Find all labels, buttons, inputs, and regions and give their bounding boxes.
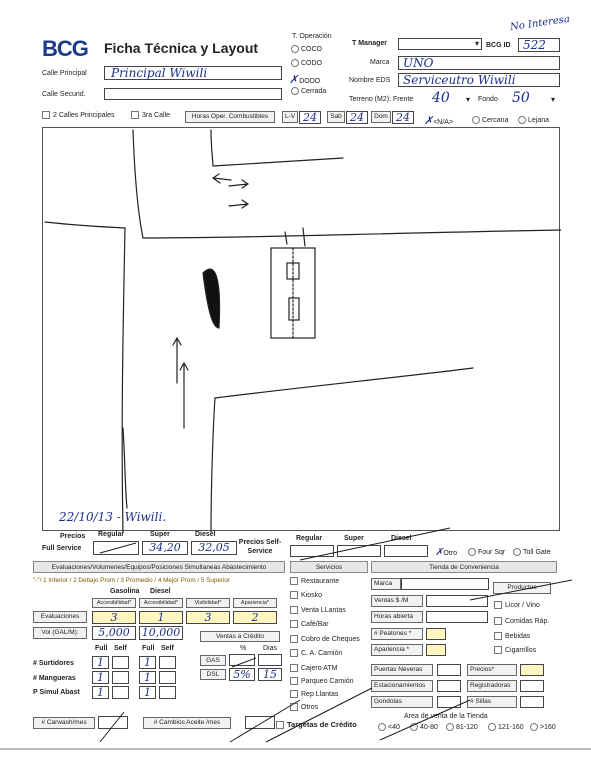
bcg-id-label: BCG ID [486,42,511,49]
tercera-calle-checkbox[interactable]: 3ra Calle [131,111,170,119]
surtidores-full-gas[interactable]: 1 [92,656,109,669]
self-col-super-label: Super [344,535,364,542]
chevron-down-icon: ▾ [474,39,479,48]
chevron-down-icon[interactable]: ▾ [466,95,471,104]
radio-icon [472,116,480,124]
self-col-regular-label: Regular [296,535,323,542]
radio-icon [488,723,496,731]
servicio-cobro-cheques[interactable]: Cobro de Cheques [290,635,360,643]
col-regular-label: Regular [98,531,125,538]
vol-diesel-field[interactable]: 10,000 [139,626,183,640]
checkbox-icon [290,649,298,657]
producto-bebidas[interactable]: Bebidas [494,632,530,640]
operation-codo[interactable]: CODO [291,59,322,67]
tienda-ventas-field[interactable] [426,595,488,607]
tienda-apariencia-label: Apariencia * [371,644,423,656]
servicio-venta-llantas[interactable]: Venta LLantas [290,606,346,614]
producto-cigarrillos[interactable]: Cigarrillos [494,646,536,654]
surtidores-full-dsl[interactable]: 1 [139,656,156,669]
mangueras-self-gas[interactable] [112,671,129,684]
mangueras-self-dsl[interactable] [159,671,176,684]
bcg-id-field[interactable]: 522 [518,38,560,52]
tienda-peatones-field[interactable] [426,628,446,640]
tienda-estacionamientos-label: Estacionamientos [371,680,433,692]
sab-field[interactable]: 24 [346,111,368,124]
eval-field-1[interactable]: 3 [92,611,136,624]
radio-icon [446,723,454,731]
radio-icon [513,548,521,556]
tienda-ventas-label: Ventas $ /M [371,595,423,607]
calle-principal-label: Calle Principal [42,70,87,77]
full-service-label: Full Service [42,545,82,552]
checkbox-icon [131,111,139,119]
chevron-down-icon[interactable]: ▾ [551,95,556,104]
four-sqr-radio[interactable]: Four Sqr [468,548,505,556]
bottom-rule [0,748,591,750]
full-super-field[interactable]: 34,20 [142,541,188,555]
dsl-pct-field[interactable]: 5% [229,668,255,681]
checkbox-icon [290,591,298,599]
self-diesel-field[interactable] [384,545,428,557]
tienda-puertas-label: Puertas Neveras [371,664,433,676]
page-title: Ficha Técnica y Layout [104,40,259,56]
dias-label: Dias [263,645,278,652]
tienda-gondolas-label: Gondolas [371,696,433,708]
checkbox-icon [494,617,502,625]
na-radio[interactable]: ✗<N/A> [424,114,454,127]
tienda-registradoras-label: Registradoras [467,680,517,692]
radio-icon [518,116,526,124]
full-regular-field[interactable] [93,541,139,555]
calle-secund-field[interactable] [104,88,282,100]
checkbox-icon [290,664,298,672]
col-super-label: Super [150,531,170,538]
terreno-label: Terreno (M2): Frente [349,96,414,103]
checkbox-icon [290,620,298,628]
productos-button[interactable]: Productos [493,582,551,594]
sab-label: Sab [327,111,345,123]
gas-pct-field[interactable] [229,654,255,666]
tienda-sillas-field[interactable] [520,696,544,708]
tienda-horas-label: Horas abierta [371,611,423,623]
gas-label: GAS [200,655,226,666]
t-manager-select[interactable] [398,38,482,50]
tienda-precios-label: Precios* [467,664,517,676]
gasolina-label: Gasolina [110,588,140,595]
self-col-diesel-label: Diesel [391,535,412,542]
operation-dodo[interactable]: ✗DODO [289,73,321,86]
mangueras-full-gas[interactable]: 1 [92,671,109,684]
self-label-gas: Self [114,645,127,652]
evaluation-scale: "-"/ 1 Inferior / 2 Debajo Prom / 3 Promedio / 4 Mejor Prom / 5 Superior [33,577,230,584]
calle-secund-label: Calle Secund. [42,91,86,98]
area-option-lt40[interactable]: <40 [378,723,400,731]
eval-field-2[interactable]: 1 [139,611,183,624]
carwash-label: # Carwash/mes [33,717,95,729]
radio-icon [291,87,299,95]
servicio-ca-camion[interactable]: C. A. Camión [290,649,342,657]
vol-label: Vol (GAL/M): [33,627,87,639]
ventas-credito-label: Ventas a Crédito [200,631,280,642]
self-service-label: Precios Self-Service [238,539,282,555]
servicio-otros[interactable]: Otros [290,703,318,711]
self-label-dsl: Self [161,645,174,652]
tienda-sillas-label: # Sillas [467,696,517,708]
t-manager-label: T Manager [352,40,388,47]
gas-dias-field[interactable] [258,654,282,666]
col-apariencia: Apariencia* [233,598,277,608]
checkbox-icon [290,606,298,614]
cambios-field[interactable] [245,716,275,729]
pct-label: % [240,645,247,652]
radio-icon [468,548,476,556]
mangueras-full-dsl[interactable]: 1 [139,671,156,684]
radio-icon [291,59,299,67]
x-mark-icon: ✗ [424,114,434,127]
self-super-field[interactable] [337,545,381,557]
tienda-puertas-field[interactable] [437,664,461,676]
area-option-gt160[interactable]: >160 [530,723,556,731]
otro-radio[interactable]: ✗Otro [435,547,458,558]
simul-self-gas[interactable] [112,686,129,699]
sketch-date-note: 22/10/13 - Wiwili. [59,510,167,524]
surtidores-self-dsl[interactable] [159,656,176,669]
dom-field[interactable]: 24 [392,111,414,124]
eval-field-4[interactable]: 2 [233,611,277,624]
area-option-40-80[interactable]: 40-80 [410,723,438,731]
hand-drawn-layout [43,128,561,532]
horas-oper-button[interactable]: Horas Oper. Combustibles [185,111,275,123]
checkbox-icon [290,677,298,685]
radio-icon [530,723,538,731]
nombre-eds-field[interactable]: Serviceutro Wiwili [398,73,560,87]
dom-label: Dom [371,111,391,123]
radio-icon [291,45,299,53]
tienda-header-bar: Tienda de Conveniencia [371,561,557,573]
lejana-radio[interactable]: Lejana [518,116,549,124]
full-diesel-field[interactable]: 32,05 [191,541,237,555]
dos-calles-checkbox[interactable]: 2 Calles Principales [42,111,114,119]
dsl-label: DSL [200,669,226,680]
fondo-label: Fondo [478,96,498,103]
dsl-dias-field[interactable]: 15 [258,668,282,681]
tienda-marca-label: Marca [371,578,401,590]
servicio-parqueo-camion[interactable]: Parqueo Camión [290,677,354,685]
checkbox-icon [290,577,298,585]
logo: BCG [42,36,88,61]
servicio-cafe-bar[interactable]: Café/Bar [290,620,329,628]
marca-field[interactable]: UNO [398,56,560,70]
tienda-apariencia-field[interactable] [426,644,446,656]
full-label-dsl: Full [142,645,155,652]
area-option-81-120[interactable]: 81-120 [446,723,478,731]
calle-principal-field[interactable]: Principal Wiwili [104,66,282,80]
simul-label: P Simul Abast [33,689,80,696]
lv-field[interactable]: 24 [299,111,321,124]
producto-comidas[interactable]: Comidas Ráp. [494,617,549,625]
tienda-estacionamientos-field[interactable] [437,680,461,692]
frente-value[interactable]: 40 [432,90,450,106]
checkbox-icon [290,690,298,698]
area-option-121-160[interactable]: 121-160 [488,723,524,731]
checkbox-icon [494,632,502,640]
layout-sketch-canvas[interactable] [42,127,560,531]
tienda-registradoras-field[interactable] [520,680,544,692]
diesel-label: Diesel [150,588,171,595]
servicio-kiosko[interactable]: Kiosko [290,591,322,599]
vol-gasolina-field[interactable]: 5,000 [92,626,136,640]
operation-coco[interactable]: COCO [291,45,322,53]
x-mark-icon: ✗ [435,547,444,558]
marca-label: Marca [370,59,390,66]
top-right-note: No Interesa [509,13,571,34]
lv-label: L-V [282,111,298,123]
evaluaciones-header-bar: Evaluaciones/Volumenes/Equipos/Posiciones Simultaneas Abastecimiento [33,561,285,573]
servicios-header-bar: Servicios [290,561,368,573]
servicio-restaurante[interactable]: Restaurante [290,577,339,585]
x-mark-icon: ✗ [289,73,299,86]
mangueras-label: # Mangueras [33,675,76,682]
tienda-marca-field[interactable] [401,578,489,590]
simul-full-dsl[interactable]: 1 [139,686,156,699]
checkbox-icon [290,703,298,711]
radio-icon [378,723,386,731]
surtidores-self-gas[interactable] [112,656,129,669]
tarjetas-checkbox[interactable]: Targetas de Crédito [276,720,357,729]
checkbox-icon [494,601,502,609]
evaluaciones-label: Evaluaciones [33,611,87,623]
simul-self-dsl[interactable] [159,686,176,699]
servicio-rep-llantas[interactable]: Rep Llantas [290,690,338,698]
checkbox-icon [276,721,284,729]
radio-icon [410,723,418,731]
toll-gate-radio[interactable]: Toll Gate [513,548,551,556]
eval-field-3[interactable]: 3 [186,611,230,624]
col-accesibilidad-dsl: Accesibilidad* [139,598,183,608]
area-venta-label: Area de venta de la Tienda [404,713,488,720]
operation-label: T. Operación [292,33,332,40]
full-label-gas: Full [95,645,108,652]
tienda-horas-field[interactable] [426,611,488,623]
col-diesel-label: Diesel [195,531,216,538]
checkbox-icon [290,635,298,643]
operation-cerrada[interactable]: Cerrada [291,87,326,95]
nombre-eds-label: Nombre EDS [349,77,391,84]
self-regular-field[interactable] [290,545,334,557]
checkbox-icon [494,646,502,654]
producto-licor[interactable]: Licor / Vino [494,601,540,609]
cambios-label: # Cambios Aceite /mes [143,717,231,729]
checkbox-icon [42,111,50,119]
cercana-radio[interactable]: Cercana [472,116,508,124]
tienda-peatones-label: # Peatones * [371,628,423,640]
surtidores-label: # Surtidores [33,660,74,667]
carwash-field[interactable] [98,716,128,729]
simul-full-gas[interactable]: 1 [92,686,109,699]
col-visibilidad: Visibilidad* [186,598,230,608]
tienda-precios-field[interactable] [520,664,544,676]
precios-label: Precios [60,533,86,540]
tienda-gondolas-field[interactable] [437,696,461,708]
col-accesibilidad-gas: Accesibilidad* [92,598,136,608]
fondo-value[interactable]: 50 [512,90,530,106]
servicio-cajero-atm[interactable]: Cajero ATM [290,664,337,672]
